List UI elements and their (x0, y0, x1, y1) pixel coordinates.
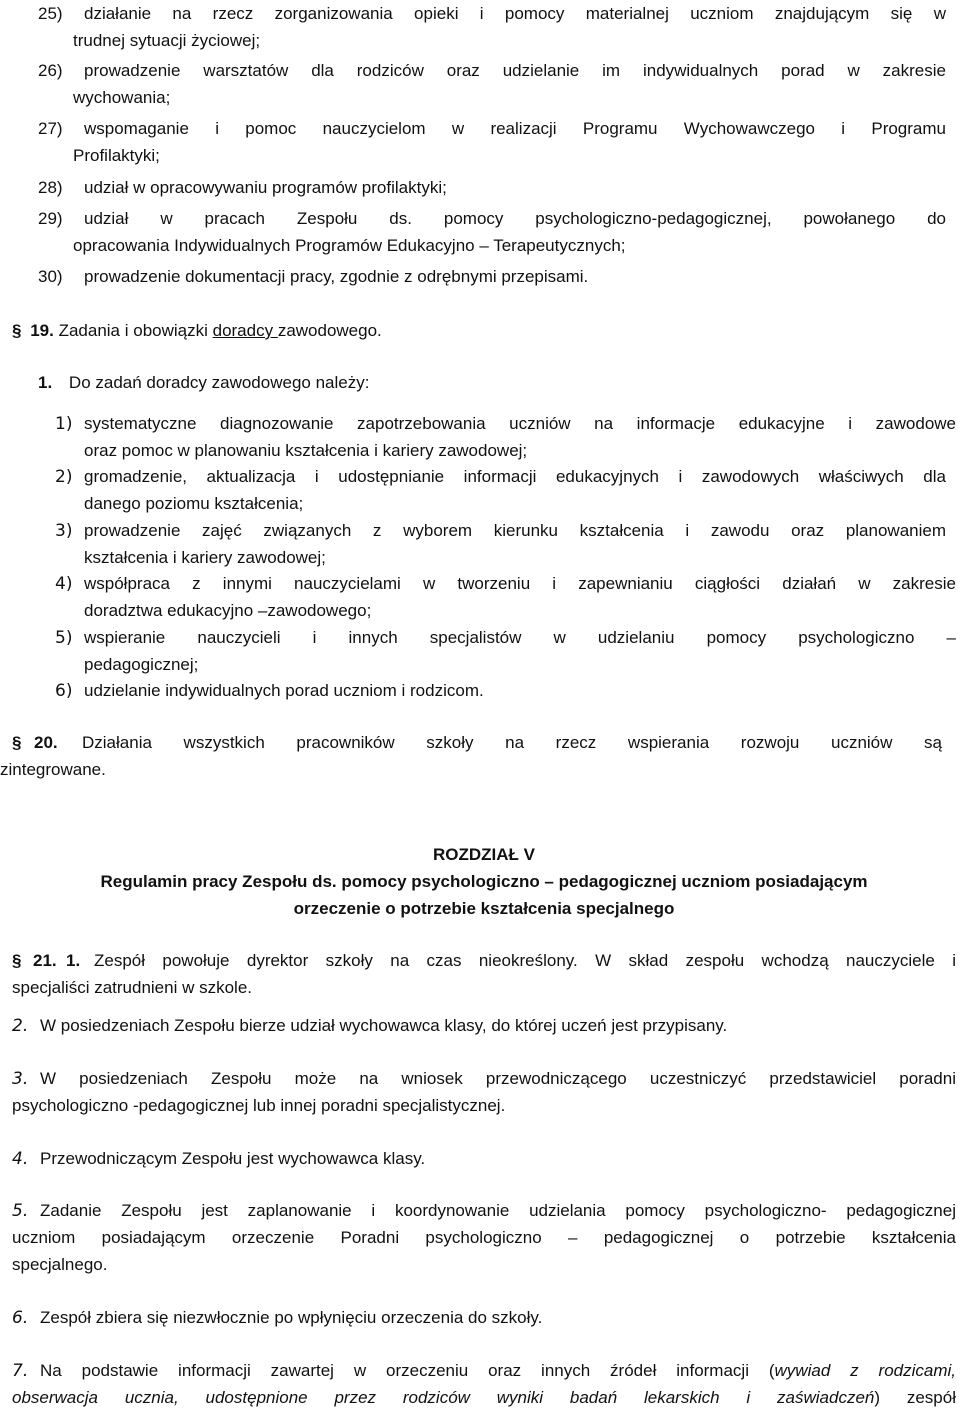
paragraph-text: Do zadań doradcy zawodowego należy: (68, 373, 370, 392)
paragraph-text-italic: obserwacja ucznia, udostępnione przez rodziców wyniki badań lekarskich i zaświadczeń (12, 1388, 875, 1407)
section-text-line: Działania wszystkich pracowników szkoły na rzecz wspierania rozwoju uczniów są (82, 733, 942, 752)
list-item-line: gromadzenie, aktualizacja i udostępnianie informacji edukacyjnych i zawodowych właściwych dla (84, 467, 946, 486)
list-item-line: prowadzenie dokumentacji pracy, zgodnie z odrębnymi przepisami. (84, 267, 589, 286)
section-text-line: specjaliści zatrudnieni w szkole. (12, 978, 252, 997)
list-item-line: oraz pomoc w planowaniu kształcenia i kariery zawodowej; (84, 441, 528, 460)
paragraph-number: 3. (12, 1069, 29, 1089)
paragraph-number: 7. (12, 1361, 29, 1381)
list-item-line: trudnej sytuacji życiowej; (73, 31, 261, 50)
list-item-line: wychowania; (73, 88, 171, 107)
section-title-end: zawodowego. (277, 321, 382, 340)
section-heading (12, 321, 382, 343)
paragraph-line (38, 373, 369, 395)
list-item-number: 3) (55, 521, 73, 541)
list-item-line: prowadzenie warsztatów dla rodziców oraz udzielanie im indywidualnych porad w zakresie (84, 61, 946, 80)
list-item-line: pedagogicznej; (84, 655, 199, 674)
section-title-underlined: doradcy (212, 321, 278, 340)
list-item-line: kształcenia i kariery zawodowej; (84, 548, 326, 567)
paragraph-line: Zadanie Zespołu jest zaplanowanie i koordynowanie udzielania pomocy psychologiczno- pedagogicznej (40, 1201, 956, 1220)
paragraph-number: 5. (12, 1201, 29, 1221)
paragraph-number: 4. (12, 1149, 29, 1169)
list-item-line: współpraca z innymi nauczycielami w tworzeniu i zapewnianiu ciągłości działań w zakresie (84, 574, 956, 593)
list-item-number: 26) (38, 61, 63, 80)
list-item-number: 6) (55, 681, 73, 701)
list-item-line: udział w opracowywaniu programów profilaktyki; (84, 178, 447, 197)
list-item-line: wspieranie nauczycieli i innych specjalistów w udzielaniu pomocy psychologiczno – (84, 628, 956, 647)
paragraph-text: Na podstawie informacji zawartej w orzeczeniu oraz innych źródeł informacji ( (40, 1361, 775, 1380)
list-item-line: działanie na rzecz zorganizowania opieki i pomocy materialnej uczniom znajdującym się w (84, 4, 946, 23)
list-item-number: 4) (55, 574, 73, 594)
paragraph-line (12, 1388, 956, 1410)
paragraph-line: W posiedzeniach Zespołu może na wniosek przewodniczącego uczestniczyć przedstawiciel poradni (40, 1069, 956, 1088)
paragraph-number: 1. (38, 373, 53, 392)
list-item-line: wspomaganie i pomoc nauczycielom w realizacji Programu Wychowawczego i Programu (84, 119, 946, 138)
paragraph-number: 6. (12, 1308, 29, 1328)
chapter-subtitle: orzeczenie o potrzebie kształcenia specjalnego (293, 899, 675, 918)
list-item-number: 27) (38, 119, 63, 138)
paragraph-line: specjalnego. (12, 1255, 108, 1274)
paragraph-text: ) zespół (874, 1388, 956, 1407)
paragraph-sign: § (12, 733, 22, 752)
list-item-line: danego poziomu kształcenia; (84, 494, 304, 513)
section-number: 19. (30, 321, 54, 340)
list-item-number: 25) (38, 4, 63, 23)
list-item-number: 1) (55, 414, 73, 434)
list-item-line: doradztwa edukacyjno –zawodowego; (84, 601, 372, 620)
list-item-number: 29) (38, 209, 63, 228)
list-item-number: 2) (55, 467, 73, 487)
list-item-line: prowadzenie zajęć związanych z wyborem kierunku kształcenia i zawodu oraz planowaniem (84, 521, 946, 540)
list-item-number: 30) (38, 267, 63, 286)
list-item-line: Profilaktyki; (73, 146, 160, 165)
list-item-line: udział w pracach Zespołu ds. pomocy psychologiczno-pedagogicznej, powołanego do (84, 209, 946, 228)
list-item-number: 28) (38, 178, 63, 197)
section-number: 21. (33, 951, 57, 970)
paragraph-line: psychologiczno -pedagogicznej lub innej poradni specjalistycznej. (12, 1096, 506, 1115)
section-number: 20. (34, 733, 58, 752)
chapter-title: ROZDZIAŁ V (433, 845, 535, 864)
list-item-number: 5) (55, 628, 73, 648)
list-item-line: opracowania Indywidualnych Programów Edukacyjno – Terapeutycznych; (73, 236, 626, 255)
list-item-line: systematyczne diagnozowanie zapotrzebowania uczniów na informacje edukacyjne i zawodowe (84, 414, 956, 433)
paragraph-line: Zespół zbiera się niezwłocznie po wpłynięciu orzeczenia do szkoły. (40, 1308, 543, 1327)
section-title: Zadania i obowiązki (58, 321, 213, 340)
list-item-line: udzielanie indywidualnych porad uczniom i rodzicom. (84, 681, 484, 700)
paragraph-line: W posiedzeniach Zespołu bierze udział wychowawca klasy, do której uczeń jest przypisany. (40, 1016, 728, 1035)
paragraph-sign: § (12, 321, 22, 340)
chapter-subtitle: Regulamin pracy Zespołu ds. pomocy psychologiczno – pedagogicznej uczniom posiadającym (100, 872, 868, 891)
paragraph-number: 1. (66, 951, 81, 970)
paragraph-text-italic: wywiad z rodzicami, (774, 1361, 956, 1380)
section-text-line: Zespół powołuje dyrektor szkoły na czas nieokreślony. W skład zespołu wchodzą nauczyciele i (94, 951, 956, 970)
paragraph-sign: § (12, 951, 22, 970)
paragraph-line (40, 1361, 956, 1383)
paragraph-line: uczniom posiadającym orzeczenie Poradni psychologiczno – pedagogicznej o potrzebie kształcenia (12, 1228, 956, 1247)
section-text-line: zintegrowane. (0, 760, 106, 779)
paragraph-line: Przewodniczącym Zespołu jest wychowawca klasy. (40, 1149, 426, 1168)
paragraph-number: 2. (12, 1016, 29, 1036)
